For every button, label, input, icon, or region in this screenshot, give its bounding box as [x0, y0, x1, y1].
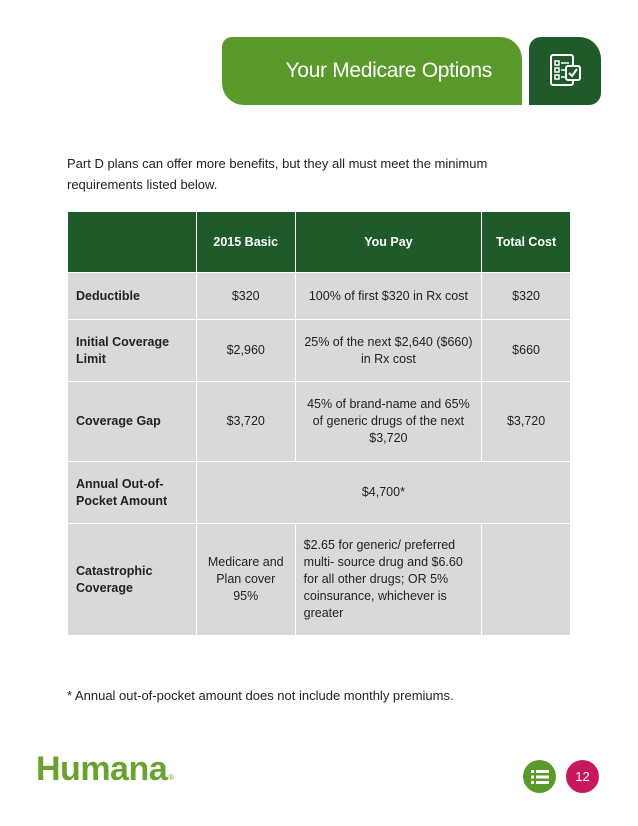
- table-cell: Medicare and Plan cover 95%: [196, 524, 295, 636]
- header-banner: [222, 37, 522, 105]
- row-label: Coverage Gap: [68, 382, 197, 462]
- logo-text: Humana: [36, 750, 168, 788]
- table-cell: 100% of first $320 in Rx cost: [295, 273, 482, 320]
- row-label: Catastrophic Coverage: [68, 524, 197, 636]
- list-icon[interactable]: [523, 760, 556, 793]
- table-cell: $3,720: [196, 382, 295, 462]
- table-cell: 25% of the next $2,640 ($660) in Rx cost: [295, 320, 482, 382]
- table-cell: 45% of brand-name and 65% of generic drugs of the next $3,720: [295, 382, 482, 462]
- page-title: Your Medicare Options: [285, 59, 492, 82]
- row-label: Annual Out-of-Pocket Amount: [68, 462, 197, 524]
- table-row: [68, 462, 571, 524]
- column-header: Total Cost: [482, 212, 571, 273]
- checklist-icon: [529, 37, 601, 105]
- table-row: [68, 320, 571, 382]
- table-cell: $320: [196, 273, 295, 320]
- table-header-row: [68, 212, 571, 273]
- column-header: [68, 212, 197, 273]
- row-label: Deductible: [68, 273, 197, 320]
- table-cell: $2.65 for generic/ preferred multi- source drug and $6.60 for all other drugs; OR 5% coinsurance, whichever is greater: [295, 524, 482, 636]
- column-header: 2015 Basic: [196, 212, 295, 273]
- registered-mark: ®: [168, 773, 174, 782]
- table-row: [68, 382, 571, 462]
- table-cell: $320: [482, 273, 571, 320]
- table-cell: $660: [482, 320, 571, 382]
- table-cell-merged: $4,700*: [196, 462, 570, 524]
- intro-text: Part D plans can offer more benefits, but they all must meet the minimum requirements listed below.: [67, 156, 488, 192]
- column-header: You Pay: [295, 212, 482, 273]
- row-label: Initial Coverage Limit: [68, 320, 197, 382]
- page-number: 12: [575, 769, 590, 784]
- table-row: [68, 524, 571, 636]
- footnote: * Annual out-of-pocket amount does not include monthly premiums.: [67, 688, 454, 703]
- coverage-table: [67, 211, 571, 636]
- table-row: [68, 273, 571, 320]
- table-cell: [482, 524, 571, 636]
- table-cell: $3,720: [482, 382, 571, 462]
- page-number-badge: [566, 760, 599, 793]
- humana-logo: [36, 750, 174, 789]
- table-cell: $2,960: [196, 320, 295, 382]
